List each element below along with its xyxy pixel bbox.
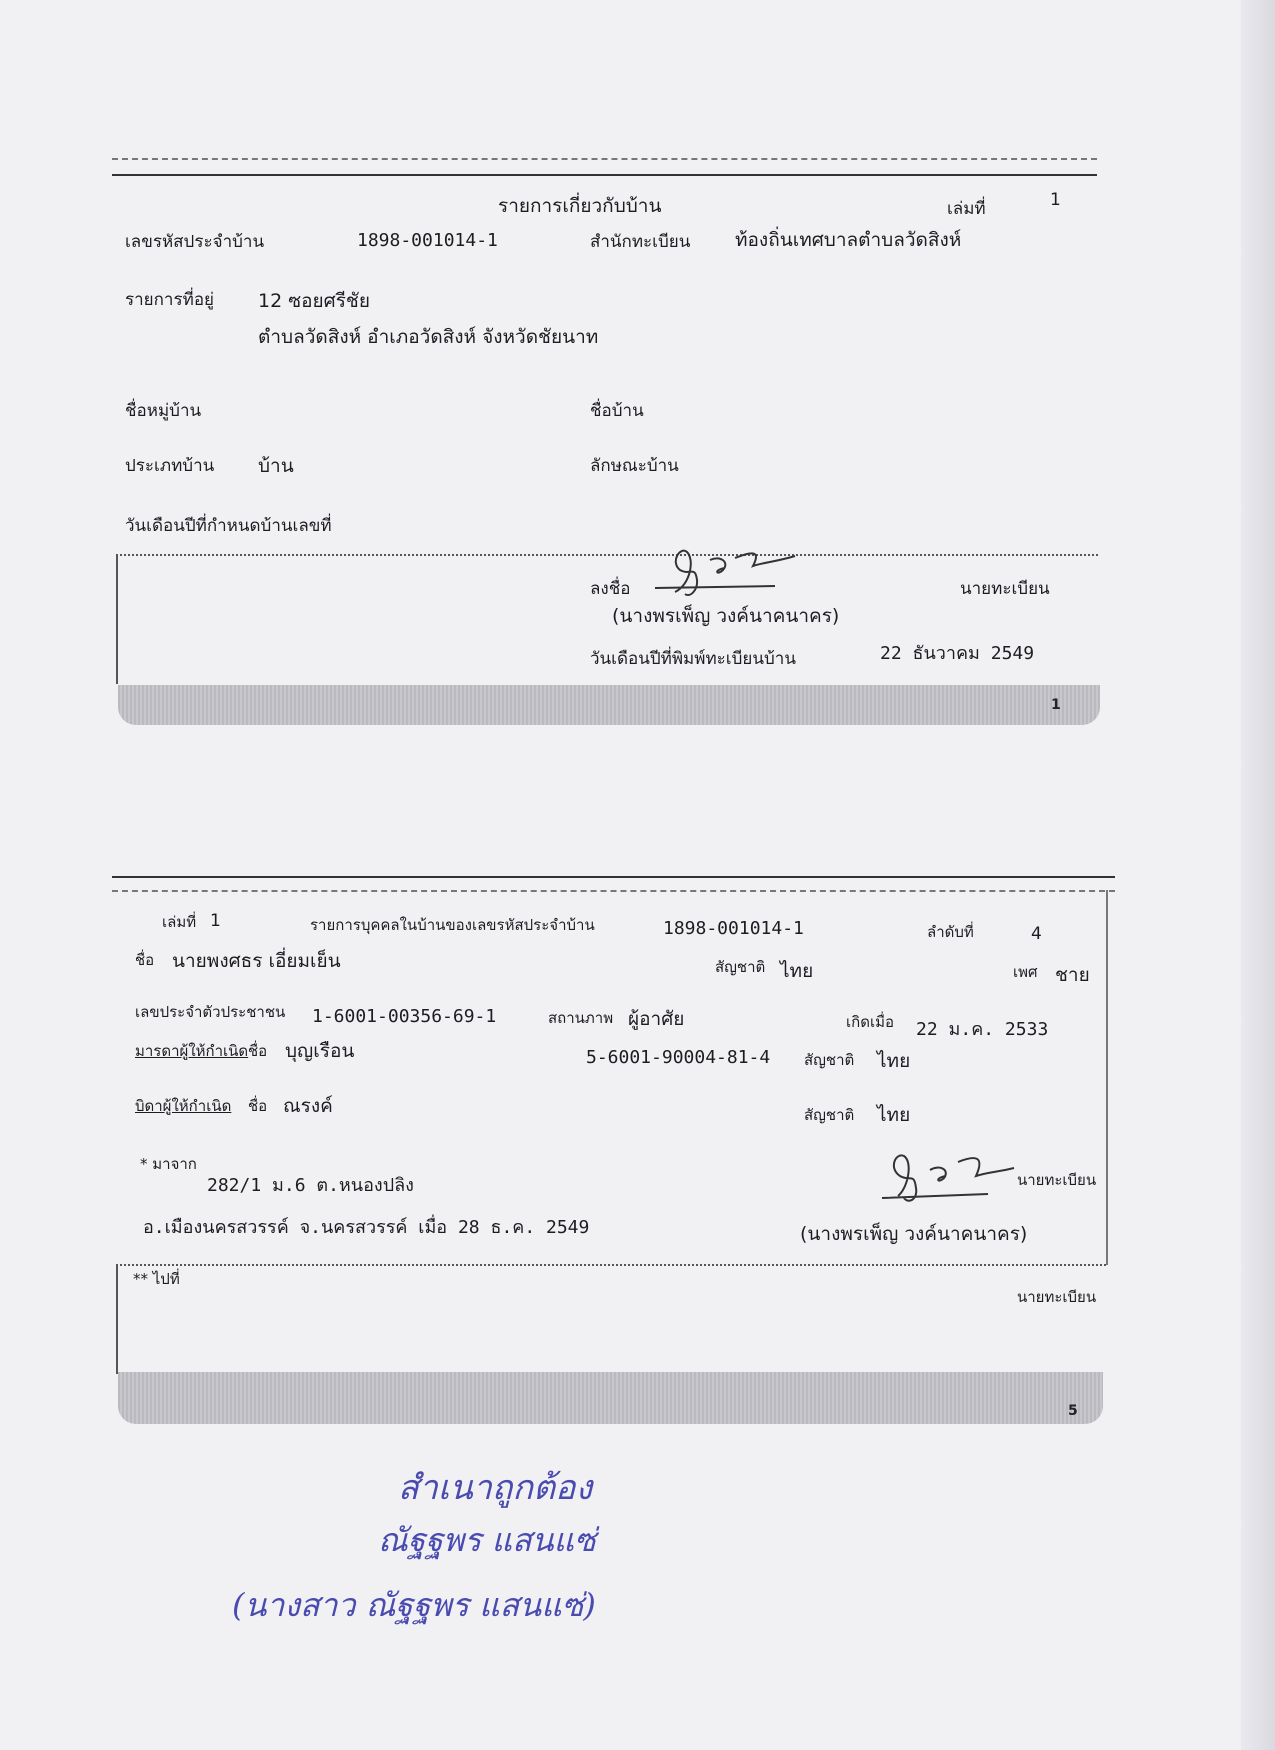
status-value: ผู้อาศัย [628,1008,685,1030]
id-label: เลขประจำตัวประชาชน [135,1003,286,1021]
card-right-edge [1106,890,1108,1265]
office-value: ท้องถิ่นเทศบาลตำบลวัดสิงห์ [735,229,962,251]
mother-name-label: ชื่อ [248,1042,268,1060]
registrar-signature [878,1148,1018,1206]
sign-label: ลงชื่อ [590,579,631,599]
to-label: ** ไปที่ [133,1270,180,1288]
from-line-2: อ.เมืองนครสวรรค์ จ.นครสวรรค์ เมื่อ 28 ธ.ค. 2549 [143,1217,590,1238]
card-bottom-band [118,685,1100,725]
card-top-line [112,876,1115,878]
registrar-label: นายทะเบียน [960,579,1050,599]
father-nat-value: ไทย [877,1104,911,1126]
id-value: 1-6001-00356-69-1 [312,1006,497,1027]
house-code-label: เลขรหัสประจำบ้าน [125,232,265,252]
book-label: เล่มที่ [947,199,986,219]
print-date-label: วันเดือนปีที่พิมพ์ทะเบียนบ้าน [590,649,796,669]
house-code-value: 1898-001014-1 [357,230,498,251]
book-value: 1 [1050,190,1061,210]
paper-edge [1241,0,1275,1750]
born-value: 22 ม.ค. 2533 [916,1019,1049,1040]
card-top-line [112,174,1097,176]
mother-nat-value: ไทย [877,1050,911,1072]
name-value: นายพงศธร เอี่ยมเย็น [172,950,341,972]
registrar-name: (นางพรเพ็ญ วงค์นาคนาคร) [800,1223,1028,1245]
date-assigned-label: วันเดือนปีที่กำหนดบ้านเลขที่ [125,516,332,536]
sex-value: ชาย [1055,964,1090,986]
nationality-label: สัญชาติ [715,958,766,976]
father-name-label: ชื่อ [248,1097,268,1115]
registrar-label-2: นายทะเบียน [1017,1288,1097,1306]
page-number: 1 [1051,697,1061,713]
book-value: 1 [210,911,221,931]
card-left-edge [116,554,118,684]
card-left-edge [116,1264,118,1374]
from-label: * มาจาก [140,1155,197,1173]
card-top-dashed-line [112,158,1097,160]
page-number: 5 [1068,1403,1078,1419]
house-type-label: ประเภทบ้าน [125,456,215,476]
certification-line-3: (นางสาว ณัฐฐพร แสนแซ่) [232,1586,596,1624]
father-nat-label: สัญชาติ [804,1106,855,1124]
mother-nat-label: สัญชาติ [804,1051,855,1069]
village-label: ชื่อหมู่บ้าน [125,401,202,421]
father-name: ณรงค์ [283,1095,333,1117]
father-label: บิดาผู้ให้กำเนิด [135,1097,232,1115]
address-line-2: ตำบลวัดสิงห์ อำเภอวัดสิงห์ จังหวัดชัยนาท [258,326,599,348]
card-top-dashed-line [112,890,1115,892]
seq-label: ลำดับที่ [927,923,974,941]
house-name-label: ชื่อบ้าน [590,401,644,421]
seq-value: 4 [1031,924,1042,944]
house-code-value: 1898-001014-1 [663,918,804,939]
book-label: เล่มที่ [162,913,197,931]
certification-line-1: สำเนาถูกต้อง [398,1468,593,1508]
house-type-value: บ้าน [258,455,294,477]
house-card-title: รายการเกี่ยวกับบ้าน [498,195,662,217]
address-line-1: 12 ซอยศรีชัย [258,290,370,312]
certification-line-2: ณัฐฐพร แสนแซ่ [378,1521,596,1559]
mother-label: มารดาผู้ให้กำเนิด [135,1042,249,1060]
card-bottom-band [118,1372,1103,1424]
office-label: สำนักทะเบียน [590,232,691,252]
address-label: รายการที่อยู่ [125,290,214,310]
mother-id: 5-6001-90004-81-4 [586,1047,771,1068]
from-line-1: 282/1 ม.6 ต.หนองปลิง [207,1175,414,1196]
registrar-name: (นางพรเพ็ญ วงค์นาคนาคร) [612,605,840,627]
registrar-signature [635,540,810,600]
dotted-separator [116,1264,1106,1266]
status-label: สถานภาพ [548,1009,614,1027]
mother-name: บุญเรือน [285,1040,355,1062]
nationality-value: ไทย [780,960,814,982]
born-label: เกิดเมื่อ [846,1013,894,1031]
registrar-label: นายทะเบียน [1017,1171,1097,1189]
house-character-label: ลักษณะบ้าน [590,456,679,476]
person-card-title: รายการบุคคลในบ้านของเลขรหัสประจำบ้าน [310,916,595,934]
print-date-value: 22 ธันวาคม 2549 [880,643,1035,664]
dotted-separator [116,554,1098,556]
sex-label: เพศ [1013,963,1038,981]
name-label: ชื่อ [135,951,155,969]
